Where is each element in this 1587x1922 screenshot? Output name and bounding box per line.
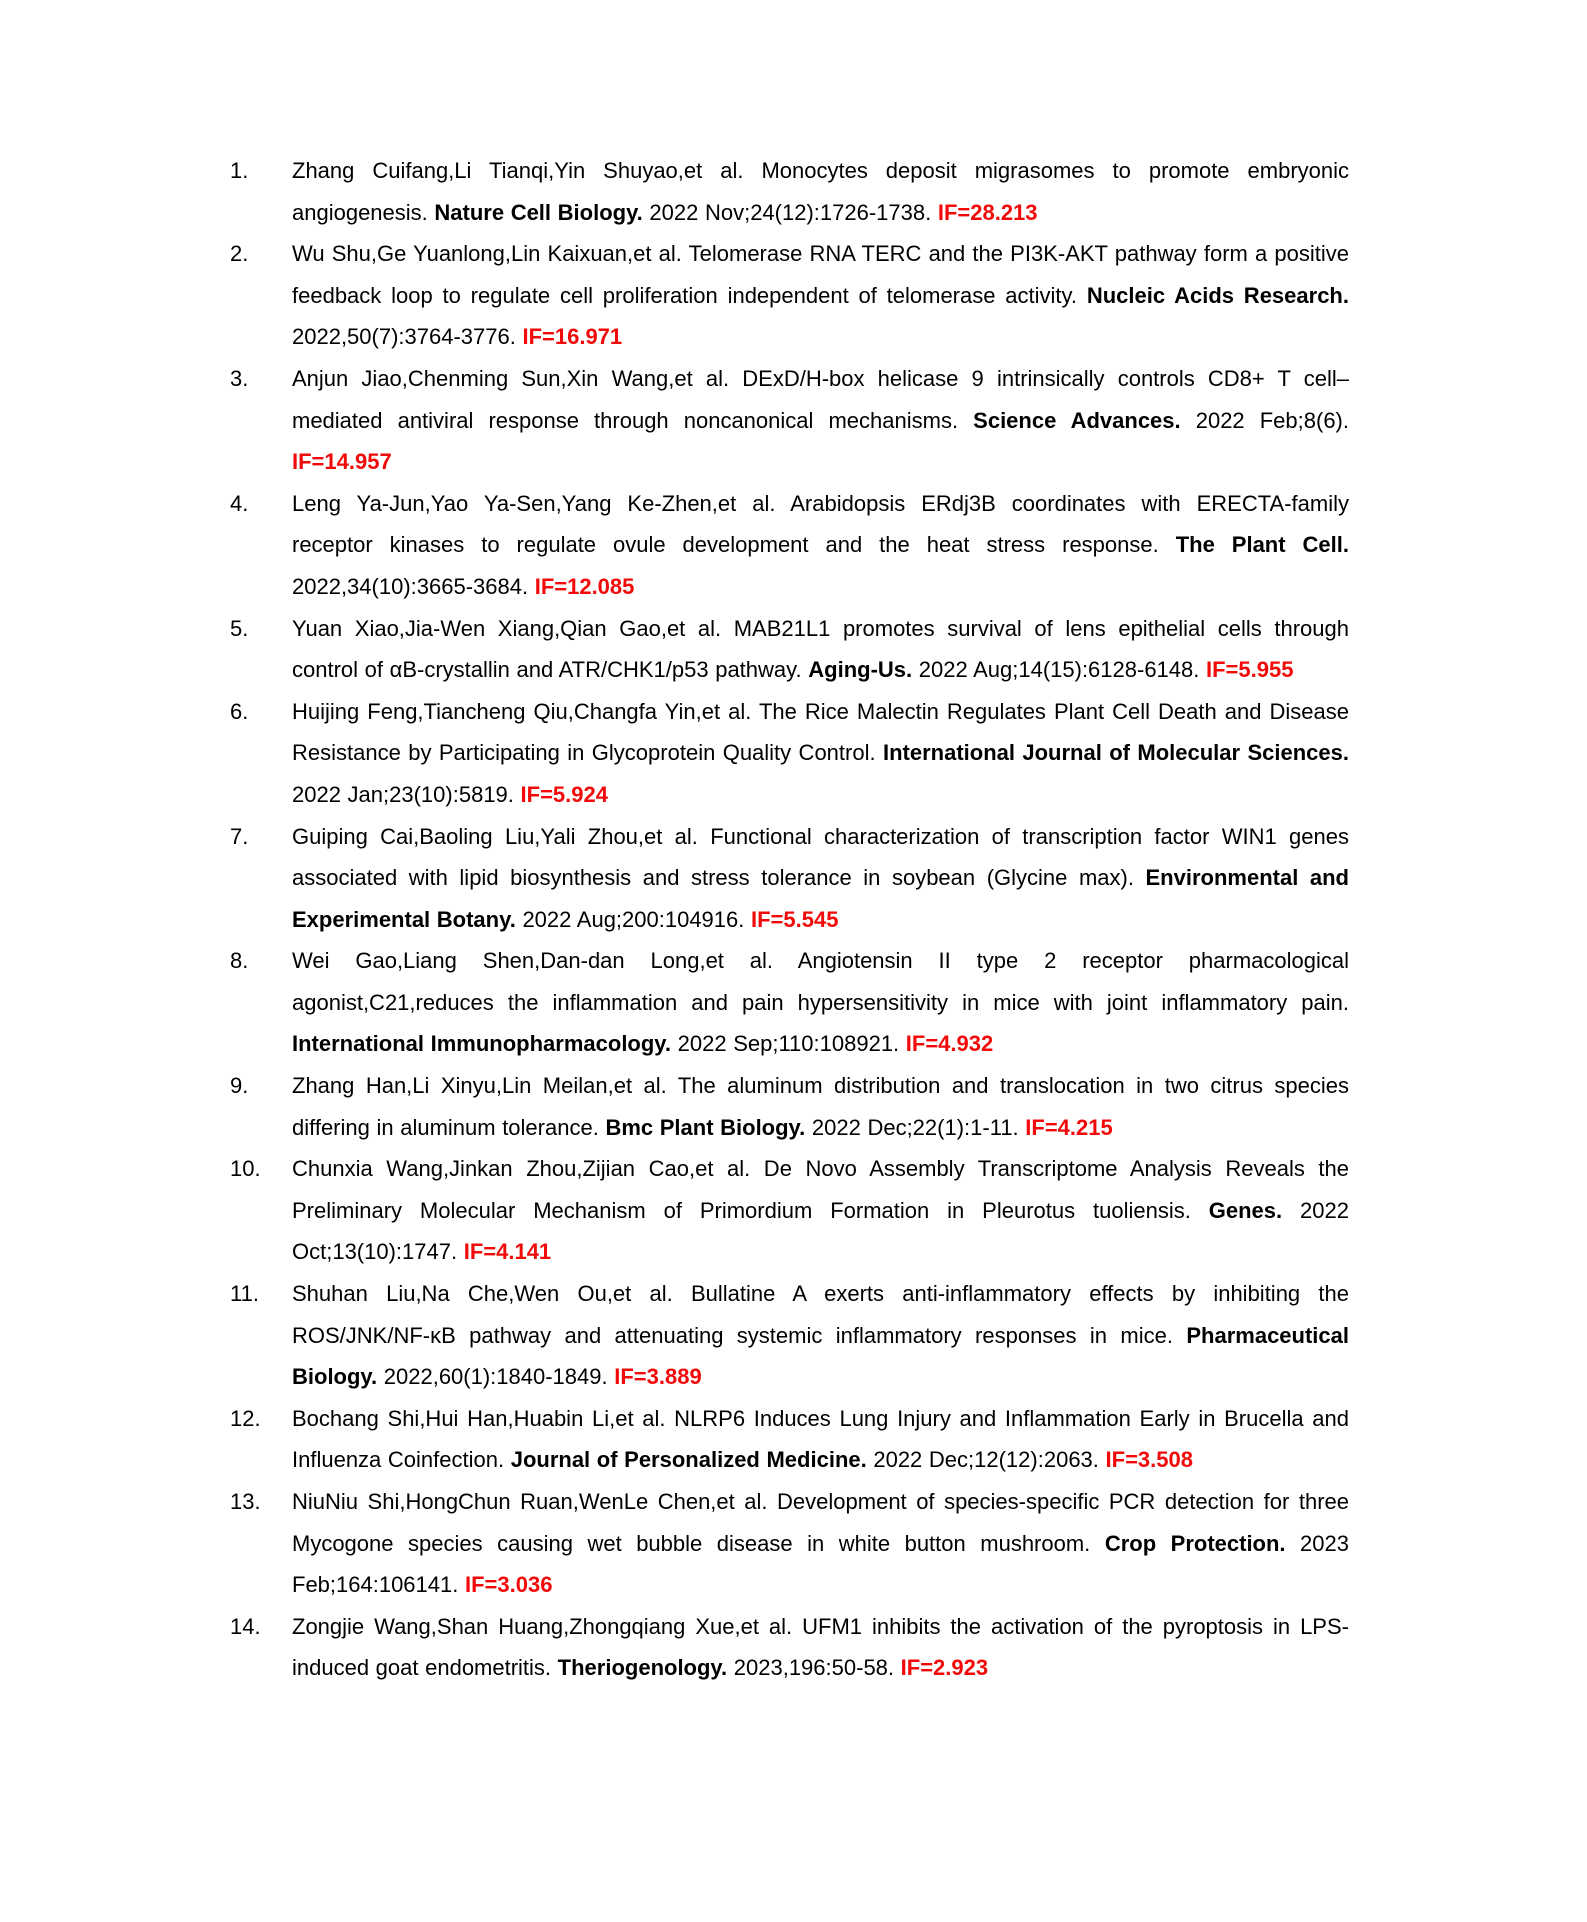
publication-item [230, 816, 1349, 941]
impact-factor: IF=3.889 [614, 1364, 702, 1390]
item-text [292, 608, 1349, 691]
publication-item [230, 358, 1349, 483]
journal-name: The Plant Cell. [1175, 532, 1349, 558]
impact-factor: IF=12.085 [534, 573, 635, 599]
publication-item [230, 1606, 1349, 1689]
impact-factor: IF=5.955 [1206, 657, 1294, 683]
publication-item [230, 1481, 1349, 1606]
publication-item [230, 1273, 1349, 1398]
publication-item [230, 1148, 1349, 1273]
citation-text: Bochang Shi,Hui Han,Huabin Li,et al. NLRP6 Induces Lung Injury and Inflammation Early in Brucella and Influenza Coinfection. [292, 1405, 1349, 1473]
citation-text: 2022 Aug;200:104916. [515, 906, 751, 932]
citation-text: Leng Ya-Jun,Yao Ya-Sen,Yang Ke-Zhen,et al. Arabidopsis ERdj3B coordinates with ERECTA-family receptor kinases to regulate ovule development and the heat stress response. [292, 490, 1349, 558]
citation-text: 2022,60(1):1840-1849. [377, 1364, 615, 1390]
item-number: 10. [230, 1156, 261, 1182]
publication-item [230, 1065, 1349, 1148]
impact-factor: IF=4.215 [1025, 1114, 1113, 1140]
item-number: 14. [230, 1613, 261, 1639]
journal-name: Aging-Us. [808, 657, 913, 683]
item-number: 4. [230, 490, 249, 516]
citation-text: Shuhan Liu,Na Che,Wen Ou,et al. Bullatine A exerts anti-inflammatory effects by inhibiting the ROS/JNK/NF-κB pathway and attenuating systemic inflammatory responses in mice. [292, 1281, 1349, 1348]
item-text [292, 1606, 1349, 1689]
item-text [292, 816, 1349, 941]
item-number: 12. [230, 1405, 261, 1431]
item-text [292, 691, 1349, 816]
journal-name: International Journal of Molecular Sciences. [882, 740, 1349, 766]
citation-text: NiuNiu Shi,HongChun Ruan,WenLe Chen,et al. Development of species-specific PCR detection for three Mycogone species causing wet bubble disease in white button mushroom. [292, 1489, 1349, 1556]
item-number: 9. [230, 1073, 249, 1099]
item-number: 1. [230, 158, 249, 183]
publication-item [230, 483, 1349, 608]
item-text [292, 483, 1349, 608]
journal-name: Genes. [1208, 1197, 1283, 1223]
item-text [292, 1481, 1349, 1606]
publication-item [230, 940, 1349, 1065]
journal-name: Bmc Plant Biology. [605, 1114, 806, 1140]
impact-factor: IF=16.971 [522, 324, 623, 350]
citation-text: 2022 Dec;12(12):2063. [866, 1447, 1106, 1473]
item-text [292, 1065, 1349, 1148]
item-number: 5. [230, 615, 249, 641]
citation-text: Zhang Cuifang,Li Tianqi,Yin Shuyao,et al. Monocytes deposit migrasomes to promote embryonic angiogenesis. [292, 158, 1349, 225]
impact-factor: IF=3.508 [1105, 1447, 1193, 1473]
publication-item [230, 608, 1349, 691]
citation-text: 2022 Oct;13(10):1747. [292, 1197, 1349, 1265]
impact-factor: IF=5.924 [520, 781, 608, 807]
impact-factor: IF=4.141 [463, 1239, 552, 1265]
citation-text: Wei Gao,Liang Shen,Dan-dan Long,et al. Angiotensin II type 2 receptor pharmacological agonist,C21,reduces the inflammation and pain hypersensitivity in mice with joint inflammatory pain. [292, 948, 1349, 1015]
citation-text: 2022 Dec;22(1):1-11. [805, 1114, 1026, 1140]
journal-name: Science Advances. [973, 407, 1181, 433]
citation-text: Chunxia Wang,Jinkan Zhou,Zijian Cao,et al. De Novo Assembly Transcriptome Analysis Reveals the Preliminary Molecular Mechanism of Primordium Formation in Pleurotus tuoliensis. [292, 1156, 1349, 1223]
journal-name: Pharmaceutical Biology. [292, 1322, 1349, 1390]
item-number: 11. [230, 1281, 259, 1307]
citation-text: Zhang Han,Li Xinyu,Lin Meilan,et al. The aluminum distribution and translocation in two citrus species differing in aluminum tolerance. [292, 1073, 1349, 1140]
impact-factor: IF=4.932 [905, 1031, 994, 1057]
impact-factor: IF=5.545 [751, 906, 839, 932]
journal-name: Environmental and Experimental Botany. [292, 865, 1349, 932]
journal-name: Nature Cell Biology. [434, 199, 643, 225]
publication-list [230, 150, 1349, 1689]
citation-text: Huijing Feng,Tiancheng Qiu,Changfa Yin,et al. The Rice Malectin Regulates Plant Cell Death and Disease Resistance by Participating in Glycoprotein Quality Control. [292, 698, 1349, 766]
item-number: 13. [230, 1489, 261, 1514]
item-text [292, 1273, 1349, 1398]
item-text [292, 1398, 1349, 1481]
item-number: 2. [230, 241, 249, 267]
journal-name: Theriogenology. [557, 1655, 728, 1681]
journal-name: International Immunopharmacology. [292, 1031, 672, 1057]
citation-text: 2022 Aug;14(15):6128-6148. [912, 657, 1206, 683]
citation-text: 2022 Jan;23(10):5819. [292, 781, 521, 807]
citation-text: 2022 Sep;110:108921. [671, 1031, 906, 1057]
impact-factor: IF=28.213 [937, 199, 1038, 225]
item-number: 6. [230, 698, 249, 724]
item-text [292, 358, 1349, 483]
item-number: 7. [230, 823, 249, 849]
publication-item [230, 691, 1349, 816]
citation-text: 2023 Feb;164:106141. [292, 1530, 1349, 1598]
citation-text: 2022,34(10):3665-3684. [292, 573, 535, 599]
citation-text: Yuan Xiao,Jia-Wen Xiang,Qian Gao,et al. MAB21L1 promotes survival of lens epithelial cells through control of αB-crystallin and ATR/CHK1/p53 pathway. [292, 615, 1349, 683]
citation-text: Zongjie Wang,Shan Huang,Zhongqiang Xue,et al. UFM1 inhibits the activation of the pyroptosis in LPS-induced goat endometritis. [292, 1613, 1349, 1681]
citation-text: Anjun Jiao,Chenming Sun,Xin Wang,et al. DExD/H-box helicase 9 intrinsically controls CD8+ T cell–mediated antiviral response through noncanonical mechanisms. [292, 365, 1349, 433]
item-text [292, 150, 1349, 233]
publication-item [230, 233, 1349, 358]
impact-factor: IF=2.923 [900, 1655, 989, 1681]
impact-factor: IF=3.036 [464, 1572, 553, 1598]
item-text [292, 1148, 1349, 1273]
item-text [292, 233, 1349, 358]
citation-text: 2022 Feb;8(6). [1180, 407, 1349, 433]
citation-text: 2022 Nov;24(12):1726-1738. [642, 199, 938, 225]
publication-item [230, 1398, 1349, 1481]
citation-text: 2022,50(7):3764-3776. [292, 324, 523, 350]
journal-name: Journal of Personalized Medicine. [510, 1447, 867, 1473]
journal-name: Crop Protection. [1104, 1530, 1286, 1556]
item-number: 3. [230, 365, 249, 391]
citation-text: Wu Shu,Ge Yuanlong,Lin Kaixuan,et al. Telomerase RNA TERC and the PI3K-AKT pathway form a positive feedback loop to regulate cell proliferation independent of telomerase activity. [292, 241, 1349, 308]
citation-text: Guiping Cai,Baoling Liu,Yali Zhou,et al. Functional characterization of transcription factor WIN1 genes associated with lipid biosynthesis and stress tolerance in soybean (Glycine max). [292, 823, 1349, 891]
publication-item [230, 150, 1349, 233]
item-number: 8. [230, 948, 249, 974]
journal-name: Nucleic Acids Research. [1086, 282, 1349, 308]
item-text [292, 940, 1349, 1065]
impact-factor: IF=14.957 [292, 449, 392, 475]
citation-text: 2023,196:50-58. [727, 1655, 901, 1681]
